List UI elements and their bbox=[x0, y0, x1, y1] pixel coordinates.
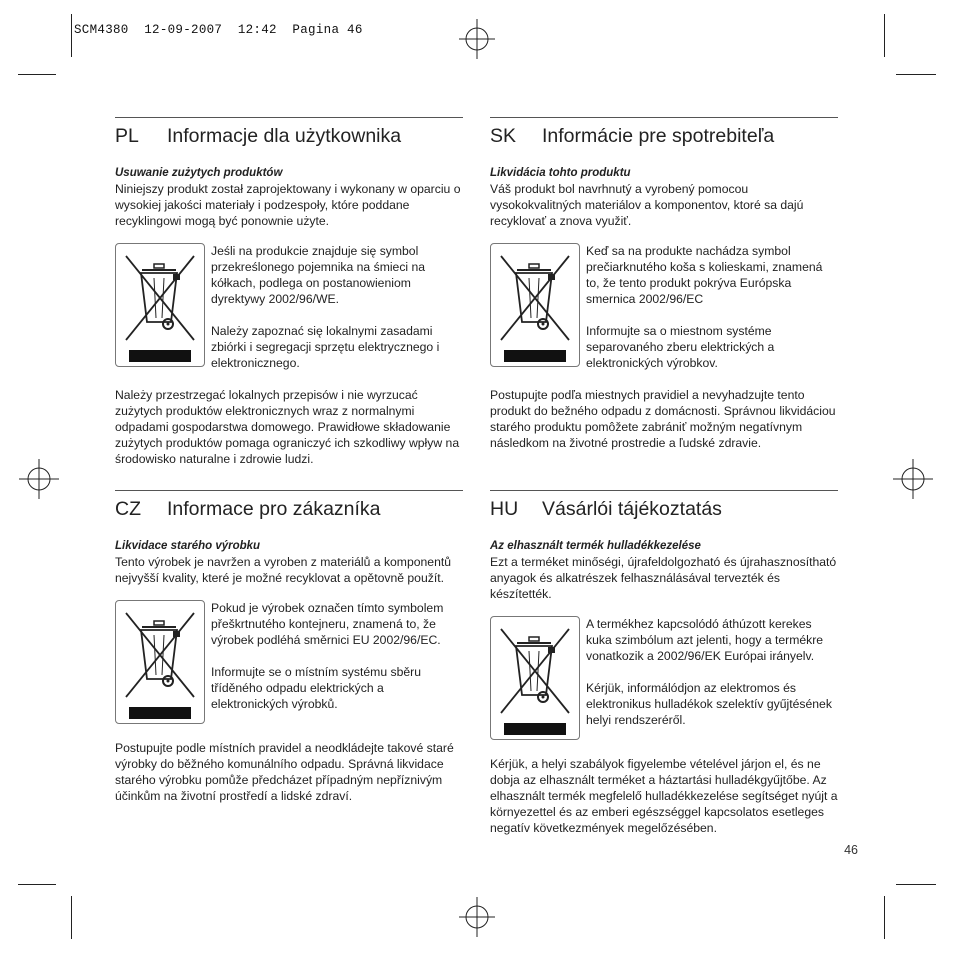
section-pl bbox=[115, 117, 463, 467]
subheading: Likvidácia tohto produktu bbox=[490, 167, 631, 179]
section-heading: Informácie pre spotrebiteľa bbox=[542, 125, 775, 147]
symbol-paragraph-2: Informujte sa o miestnom systéme separovaného zberu elektrických a elektronických výrobkov. bbox=[586, 324, 775, 370]
symbol-row bbox=[490, 243, 838, 371]
crossed-bin-icon bbox=[115, 600, 205, 724]
crossed-bin-icon bbox=[115, 243, 205, 367]
intro-paragraph: Tento výrobek je navržen a vyroben z materiálů a komponentů nejvyšší kvality, které je možné recyklovat a opětovně použít. bbox=[115, 555, 452, 585]
closing-paragraph: Kérjük, a helyi szabályok figyelembe vételével járjon el, és ne dobja az elhasznált terméket a háztartási hulladékgyűjtőbe. Az elhasznált termék megfelelő hulladékkezelése segítséget nyújt a környezettel és az emberi egészséggel kapcsolatos esetleges negatív következmények megelőzésében. bbox=[490, 757, 838, 835]
language-code: SK bbox=[490, 125, 517, 147]
closing-paragraph: Postupujte podle místních pravidel a neodkládejte takové staré výrobky do běžného komunálního odpadu. Správná likvidace starého výrobku pomůže předcházet případným nepříznivým účinkům na životní prostředí a lidské zdraví. bbox=[115, 741, 454, 803]
section-title bbox=[115, 123, 463, 149]
crop-mark-bottom-right-v bbox=[884, 896, 885, 939]
symbol-paragraph-2: Informujte se o místním systému sběru tříděného odpadu elektrických a elektronických výrobků. bbox=[211, 665, 421, 711]
section-hu bbox=[490, 490, 838, 836]
registration-mark-left bbox=[18, 458, 60, 500]
crop-mark-bottom-right-h bbox=[896, 884, 936, 885]
subheading: Usuwanie zużytych produktów bbox=[115, 167, 283, 179]
symbol-text bbox=[211, 243, 463, 371]
section-rule bbox=[490, 117, 838, 118]
closing-paragraph: Postupujte podľa miestnych pravidiel a nevyhadzujte tento produkt do bežného odpadu z domácnosti. Správnou likvidáciou starého produktu pomôžete zabrániť možným negatívnym následkom na životné prostredie a ľudské zdravie. bbox=[490, 388, 836, 450]
symbol-paragraph-1: Pokud je výrobek označen tímto symbolem přeškrtnutého kontejneru, znamená to, že výrobek podléhá směrnici EU 2002/96/EC. bbox=[211, 601, 444, 647]
symbol-paragraph-2: Kérjük, informálódjon az elektromos és elektronikus hulladékok szelektív gyűjtésének helyi rendszeréről. bbox=[586, 681, 832, 727]
symbol-paragraph-1: Keď sa na produkte nachádza symbol prečiarknutého koša s kolieskami, znamená to, že tento produkt pokrýva Európska smernica 2002/96/EC bbox=[586, 244, 823, 306]
symbol-paragraph-1: Jeśli na produkcie znajduje się symbol przekreślonego pojemnika na śmieci na kółkach, podlega on postanowieniom dyrektywy 2002/96/WE. bbox=[211, 244, 426, 306]
crop-mark-top-right-h bbox=[896, 74, 936, 75]
crop-mark-top-left-v bbox=[71, 14, 72, 57]
symbol-text bbox=[211, 600, 463, 724]
section-rule bbox=[115, 490, 463, 491]
symbol-row bbox=[490, 616, 838, 740]
language-code: PL bbox=[115, 125, 139, 147]
section-rule bbox=[490, 490, 838, 491]
section-sk bbox=[490, 117, 838, 451]
symbol-paragraph-2: Należy zapoznać się lokalnymi zasadami zbiórki i segregacji sprzętu elektrycznego i elektronicznego. bbox=[211, 324, 440, 370]
crossed-bin-icon bbox=[490, 243, 580, 367]
section-heading: Vásárlói tájékoztatás bbox=[542, 498, 722, 520]
registration-mark-top bbox=[456, 18, 498, 60]
closing-paragraph: Należy przestrzegać lokalnych przepisów i nie wyrzucać zużytych produktów elektronicznych wraz z normalnymi odpadami gospodarstwa domowego. Prawidłowe składowanie zużytych produktów pomaga ograniczyć ich szkodliwy wpływ na środowisko naturalne i zdrowie ludzi. bbox=[115, 388, 460, 466]
section-rule bbox=[115, 117, 463, 118]
subheading: Az elhasznált termék hulladékkezelése bbox=[490, 540, 701, 552]
print-header: SCM4380 12-09-2007 12:42 Pagina 46 bbox=[74, 23, 363, 37]
symbol-row bbox=[115, 243, 463, 371]
crop-mark-top-left-h bbox=[18, 74, 56, 75]
crop-mark-bottom-left-h bbox=[18, 884, 56, 885]
subheading: Likvidace starého výrobku bbox=[115, 540, 261, 552]
crop-mark-bottom-left-v bbox=[71, 896, 72, 939]
section-title bbox=[115, 496, 463, 522]
section-heading: Informace pro zákazníka bbox=[167, 498, 381, 520]
symbol-paragraph-1: A termékhez kapcsolódó áthúzott kerekes kuka szimbólum azt jelenti, hogy a termékre vonatkozik a 2002/96/EK Európai irányelv. bbox=[586, 617, 824, 663]
intro-paragraph: Niniejszy produkt został zaprojektowany i wykonany w oparciu o wysokiej jakości materiały i podzespoły, które poddane recyklingowi mogą być ponownie użyte. bbox=[115, 182, 461, 228]
crop-mark-top-right-v bbox=[884, 14, 885, 57]
intro-paragraph: Váš produkt bol navrhnutý a vyrobený pomocou vysokokvalitných materiálov a komponentov, ktoré sa dajú recyklovať a znova využiť. bbox=[490, 182, 804, 228]
symbol-text bbox=[586, 616, 838, 740]
section-cz bbox=[115, 490, 463, 804]
symbol-row bbox=[115, 600, 463, 724]
intro-paragraph: Ezt a terméket minőségi, újrafeldolgozható és újrahasznosítható anyagok és alkatrészek felhasználásával tervezték és készítették. bbox=[490, 555, 837, 601]
crossed-bin-icon bbox=[490, 616, 580, 740]
symbol-text bbox=[586, 243, 838, 371]
language-code: CZ bbox=[115, 498, 141, 520]
section-heading: Informacje dla użytkownika bbox=[167, 125, 402, 147]
registration-mark-right bbox=[892, 458, 934, 500]
page-number: 46 bbox=[844, 843, 858, 857]
language-code: HU bbox=[490, 498, 519, 520]
section-title bbox=[490, 496, 838, 522]
registration-mark-bottom bbox=[456, 896, 498, 938]
section-title bbox=[490, 123, 838, 149]
